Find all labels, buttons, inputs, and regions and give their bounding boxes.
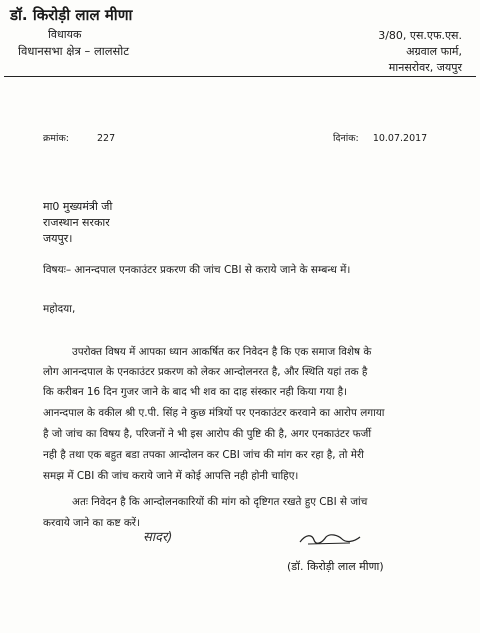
body-line-6: नही है तथा एक बहुत बडा तपका आन्दोलन कर CBI जांच की मांग कर रहा है, तो मेरी <box>43 449 364 461</box>
body-line-5: है जो जांच का विषय है, परिजनों ने भी इस आरोप की पुष्टि की है, अगर एनकाउंटर फर्जी <box>43 428 372 440</box>
letter-subject: विषयः– आनन्दपाल एनकाउंटर प्रकरण की जांच CBI से कराये जाने के सम्बन्ध में। <box>43 264 351 276</box>
salutation: महोदया, <box>43 303 76 315</box>
reference-number <box>43 131 115 144</box>
signature-image <box>298 531 362 547</box>
address-line-2: अग्रवाल फार्म, <box>406 45 462 58</box>
reference-value: 227 <box>97 133 116 144</box>
body-line-3: कि करीबन 16 दिन गुजर जाने के बाद भी शव का दाह संस्कार नही किया गया है। <box>43 386 348 398</box>
addressee-line-1: मा0 मुख्यमंत्री जी <box>43 200 113 213</box>
body-line-4: आनन्दपाल के वकील श्री ए.पी. सिंह ने कुछ मंत्रियों पर एनकाउंटर करवाने का आरोप लगाया <box>43 407 385 419</box>
closing-handwritten: सादर) <box>143 530 173 545</box>
addressee-line-2: राजस्थान सरकार <box>43 216 110 229</box>
letterhead-constituency: विधानसभा क्षेत्र – लालसोट <box>18 44 130 58</box>
signatory-name: (डॉ. किरोड़ी लाल मीणा) <box>287 560 384 573</box>
body-line-7: समझ में CBI की जांच कराये जाने में कोई आपत्ति नही होनी चाहिए। <box>43 470 299 482</box>
letterhead-name: डॉ. किरोड़ी लाल मीणा <box>10 6 133 24</box>
body-line-8: अतः निवेदन है कि आन्दोलनकारियों की मांग को दृष्टिगत रखते हुए CBI से जांच <box>72 496 368 508</box>
date-label: दिनांक: <box>333 133 359 144</box>
address-line-3: मानसरोवर, जयपुर <box>388 61 462 74</box>
reference-label: क्रमांक: <box>43 133 69 144</box>
letterhead-designation: विधायक <box>48 28 82 41</box>
body-line-1: उपरोक्त विषय में आपका ध्यान आकर्षित कर निवेदन है कि एक समाज विशेष के <box>72 346 372 358</box>
letterhead-divider <box>4 76 476 77</box>
address-line-1: 3/80, एस.एफ.एस. <box>378 29 462 42</box>
body-line-9: करवाये जाने का कष्ट करें। <box>43 517 140 529</box>
body-line-2: लोग आनन्दपाल के एनकाउंटर प्रकरण को लेकर आन्दोलनरत है, और स्थिति यहां तक है <box>43 366 368 378</box>
date-value: 10.07.2017 <box>372 133 428 144</box>
letter-date <box>333 131 427 144</box>
addressee-line-3: जयपुर। <box>43 232 73 245</box>
